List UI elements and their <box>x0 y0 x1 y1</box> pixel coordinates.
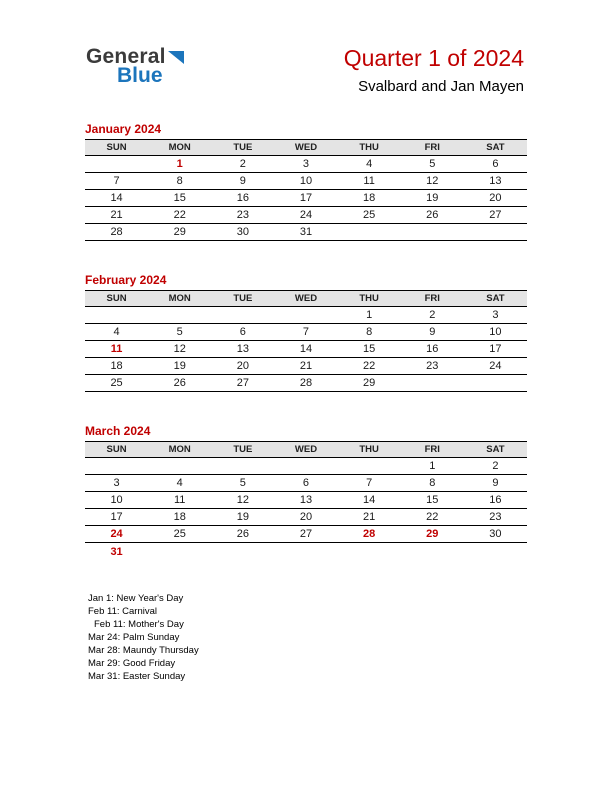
day-cell: 16 <box>401 341 464 358</box>
holiday-item: Mar 24: Palm Sunday <box>88 631 180 643</box>
day-cell: 25 <box>338 207 401 224</box>
day-cell: 3 <box>85 475 148 492</box>
day-cell: 10 <box>274 173 337 190</box>
empty-day-cell <box>274 307 337 324</box>
empty-day-cell <box>85 307 148 324</box>
logo-flag-icon <box>168 47 184 68</box>
day-cell: 12 <box>401 173 464 190</box>
empty-day-cell <box>401 224 464 241</box>
day-cell: 17 <box>85 509 148 526</box>
weekday-header: THU <box>338 140 401 156</box>
day-cell: 8 <box>401 475 464 492</box>
day-cell: 22 <box>148 207 211 224</box>
empty-day-cell <box>401 543 464 560</box>
day-cell: 7 <box>85 173 148 190</box>
day-cell: 5 <box>148 324 211 341</box>
day-cell: 1 <box>148 156 211 173</box>
weekday-header: TUE <box>211 291 274 307</box>
page-header <box>0 0 612 95</box>
day-cell: 9 <box>464 475 527 492</box>
day-cell: 4 <box>148 475 211 492</box>
day-cell: 19 <box>148 358 211 375</box>
month-title: March 2024 <box>85 424 151 439</box>
day-cell: 27 <box>211 375 274 392</box>
day-cell: 15 <box>401 492 464 509</box>
weekday-header: MON <box>148 291 211 307</box>
day-cell: 22 <box>401 509 464 526</box>
day-cell: 5 <box>211 475 274 492</box>
day-cell: 4 <box>85 324 148 341</box>
month-section <box>85 424 527 560</box>
day-cell: 3 <box>464 307 527 324</box>
day-cell: 10 <box>464 324 527 341</box>
month-table <box>85 139 527 241</box>
empty-day-cell <box>148 543 211 560</box>
weekday-header: SAT <box>464 442 527 458</box>
empty-day-cell <box>464 543 527 560</box>
logo-text-general: General <box>86 45 166 68</box>
day-cell: 18 <box>85 358 148 375</box>
day-cell: 23 <box>401 358 464 375</box>
day-cell: 16 <box>464 492 527 509</box>
day-cell: 21 <box>85 207 148 224</box>
day-cell: 30 <box>464 526 527 543</box>
page-title: Quarter 1 of 2024 <box>343 45 524 71</box>
day-cell: 20 <box>464 190 527 207</box>
day-cell: 24 <box>85 526 148 543</box>
day-cell: 24 <box>274 207 337 224</box>
empty-day-cell <box>464 224 527 241</box>
weekday-header: SAT <box>464 291 527 307</box>
day-cell: 15 <box>338 341 401 358</box>
weekday-header: THU <box>338 291 401 307</box>
month-table <box>85 290 527 392</box>
day-cell: 10 <box>85 492 148 509</box>
day-cell: 23 <box>464 509 527 526</box>
month-title: January 2024 <box>85 122 162 137</box>
day-cell: 14 <box>85 190 148 207</box>
weekday-header: TUE <box>211 442 274 458</box>
day-cell: 27 <box>274 526 337 543</box>
weekday-header: SUN <box>85 442 148 458</box>
day-cell: 4 <box>338 156 401 173</box>
day-cell: 28 <box>85 224 148 241</box>
weekday-header: TUE <box>211 140 274 156</box>
weekday-header: FRI <box>401 140 464 156</box>
day-cell: 8 <box>148 173 211 190</box>
day-cell: 11 <box>148 492 211 509</box>
month-table <box>85 441 527 560</box>
holiday-item: Mar 29: Good Friday <box>88 657 176 669</box>
day-cell: 2 <box>211 156 274 173</box>
day-cell: 23 <box>211 207 274 224</box>
weekday-header: SAT <box>464 140 527 156</box>
day-cell: 14 <box>338 492 401 509</box>
day-cell: 2 <box>464 458 527 475</box>
day-cell: 9 <box>211 173 274 190</box>
day-cell: 12 <box>148 341 211 358</box>
day-cell: 12 <box>211 492 274 509</box>
empty-day-cell <box>148 458 211 475</box>
day-cell: 29 <box>401 526 464 543</box>
empty-day-cell <box>274 458 337 475</box>
day-cell: 7 <box>274 324 337 341</box>
holiday-item: Feb 11: Mother's Day <box>94 618 184 630</box>
day-cell: 30 <box>211 224 274 241</box>
day-cell: 1 <box>401 458 464 475</box>
holiday-list <box>88 592 527 683</box>
day-cell: 29 <box>338 375 401 392</box>
day-cell: 24 <box>464 358 527 375</box>
calendar-months <box>85 122 527 560</box>
day-cell: 31 <box>274 224 337 241</box>
day-cell: 21 <box>274 358 337 375</box>
day-cell: 16 <box>211 190 274 207</box>
weekday-header: FRI <box>401 442 464 458</box>
day-cell: 13 <box>274 492 337 509</box>
month-section <box>85 273 527 392</box>
weekday-header: FRI <box>401 291 464 307</box>
day-cell: 26 <box>401 207 464 224</box>
day-cell: 13 <box>211 341 274 358</box>
day-cell: 11 <box>85 341 148 358</box>
holiday-item: Feb 11: Carnival <box>88 605 157 617</box>
empty-day-cell <box>338 224 401 241</box>
day-cell: 21 <box>338 509 401 526</box>
month-section <box>85 122 527 241</box>
weekday-header: WED <box>274 140 337 156</box>
day-cell: 7 <box>338 475 401 492</box>
empty-day-cell <box>464 375 527 392</box>
weekday-header: THU <box>338 442 401 458</box>
day-cell: 26 <box>211 526 274 543</box>
day-cell: 1 <box>338 307 401 324</box>
holiday-item: Mar 31: Easter Sunday <box>88 670 186 682</box>
weekday-header: MON <box>148 442 211 458</box>
weekday-header: SUN <box>85 291 148 307</box>
day-cell: 2 <box>401 307 464 324</box>
weekday-header: WED <box>274 442 337 458</box>
day-cell: 5 <box>401 156 464 173</box>
empty-day-cell <box>338 543 401 560</box>
day-cell: 19 <box>401 190 464 207</box>
empty-day-cell <box>211 458 274 475</box>
holiday-item: Mar 28: Maundy Thursday <box>88 644 199 656</box>
empty-day-cell <box>211 307 274 324</box>
day-cell: 3 <box>274 156 337 173</box>
day-cell: 26 <box>148 375 211 392</box>
day-cell: 20 <box>274 509 337 526</box>
day-cell: 28 <box>274 375 337 392</box>
empty-day-cell <box>274 543 337 560</box>
day-cell: 22 <box>338 358 401 375</box>
day-cell: 13 <box>464 173 527 190</box>
title-block <box>344 46 524 95</box>
holiday-item: Jan 1: New Year's Day <box>88 592 184 604</box>
day-cell: 25 <box>148 526 211 543</box>
day-cell: 18 <box>148 509 211 526</box>
day-cell: 6 <box>274 475 337 492</box>
day-cell: 29 <box>148 224 211 241</box>
weekday-header: MON <box>148 140 211 156</box>
day-cell: 9 <box>401 324 464 341</box>
day-cell: 6 <box>464 156 527 173</box>
general-blue-logo <box>86 46 184 86</box>
day-cell: 19 <box>211 509 274 526</box>
day-cell: 14 <box>274 341 337 358</box>
day-cell: 18 <box>338 190 401 207</box>
logo-text-blue: Blue <box>117 64 163 87</box>
day-cell: 6 <box>211 324 274 341</box>
empty-day-cell <box>211 543 274 560</box>
empty-day-cell <box>85 458 148 475</box>
empty-day-cell <box>148 307 211 324</box>
day-cell: 17 <box>464 341 527 358</box>
empty-day-cell <box>85 156 148 173</box>
day-cell: 15 <box>148 190 211 207</box>
empty-day-cell <box>338 458 401 475</box>
day-cell: 27 <box>464 207 527 224</box>
day-cell: 8 <box>338 324 401 341</box>
weekday-header: SUN <box>85 140 148 156</box>
month-title: February 2024 <box>85 273 167 288</box>
day-cell: 20 <box>211 358 274 375</box>
day-cell: 28 <box>338 526 401 543</box>
weekday-header: WED <box>274 291 337 307</box>
day-cell: 11 <box>338 173 401 190</box>
page-subtitle: Svalbard and Jan Mayen <box>358 78 524 96</box>
day-cell: 17 <box>274 190 337 207</box>
day-cell: 31 <box>110 545 123 558</box>
empty-day-cell <box>401 375 464 392</box>
day-cell: 25 <box>85 375 148 392</box>
